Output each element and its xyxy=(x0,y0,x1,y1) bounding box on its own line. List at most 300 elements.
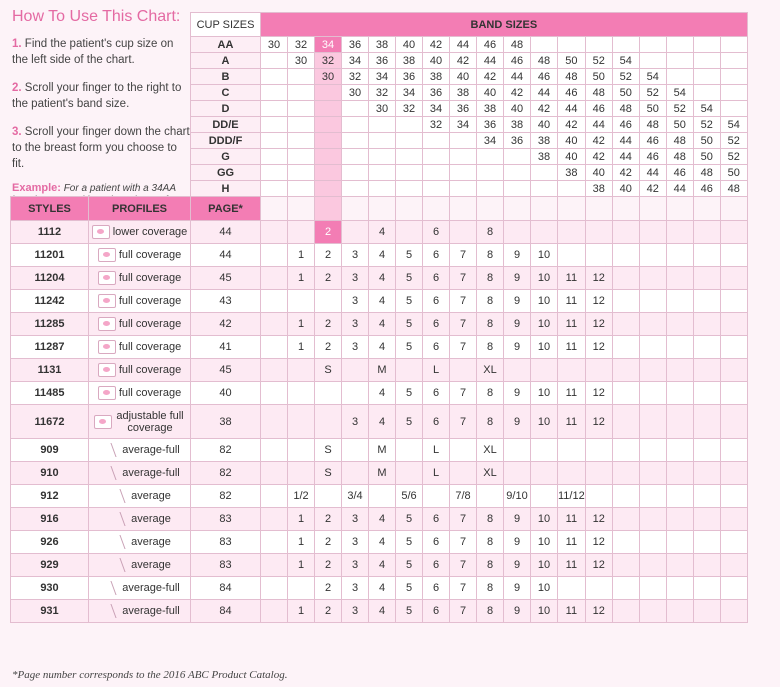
size-cell: 1 xyxy=(288,244,315,267)
style-number: 11287 xyxy=(11,336,89,359)
band-cell xyxy=(396,165,423,181)
style-number: 11201 xyxy=(11,244,89,267)
size-cell: 10 xyxy=(531,577,558,600)
size-cell xyxy=(450,462,477,485)
size-cell xyxy=(666,336,693,359)
style-row xyxy=(11,554,748,577)
breast-form-profile-icon xyxy=(92,225,110,239)
size-cell: M xyxy=(369,462,396,485)
size-cell xyxy=(531,439,558,462)
size-cell xyxy=(639,600,666,623)
breast-form-profile-icon xyxy=(101,604,117,618)
size-cell xyxy=(693,462,720,485)
size-cell xyxy=(504,221,531,244)
breast-form-profile-icon xyxy=(98,317,116,331)
band-cell xyxy=(639,37,666,53)
size-cell: 2 xyxy=(315,221,342,244)
size-cell: 10 xyxy=(531,508,558,531)
instruction-step-3: 3. Scroll your finger down the chart to the breast form you choose to fit. xyxy=(12,126,190,170)
breast-form-profile-icon xyxy=(98,363,116,377)
size-cell: 1/2 xyxy=(288,485,315,508)
band-cell: 30 xyxy=(315,69,342,85)
size-cell: 8 xyxy=(477,405,504,439)
cup-label: G xyxy=(191,149,261,165)
size-cell xyxy=(261,554,288,577)
band-cell: 46 xyxy=(504,53,531,69)
breast-form-profile-icon xyxy=(110,489,126,503)
size-cell xyxy=(558,577,586,600)
band-cell xyxy=(693,53,720,69)
profile-cell xyxy=(89,336,191,359)
size-cell: 12 xyxy=(585,600,612,623)
cup-row xyxy=(11,85,748,101)
size-cell xyxy=(504,439,531,462)
band-cell xyxy=(315,117,342,133)
size-cell: 4 xyxy=(369,290,396,313)
size-cell: 8 xyxy=(477,290,504,313)
size-cell xyxy=(288,462,315,485)
size-cell xyxy=(261,531,288,554)
size-cell: 2 xyxy=(315,267,342,290)
size-cell xyxy=(288,382,315,405)
band-cell: 32 xyxy=(423,117,450,133)
size-cell xyxy=(693,577,720,600)
band-cell xyxy=(288,133,315,149)
size-cell: 11 xyxy=(558,313,586,336)
band-cell xyxy=(315,149,342,165)
band-cell: 36 xyxy=(450,101,477,117)
size-cell xyxy=(720,462,747,485)
breast-form-profile-icon xyxy=(110,558,126,572)
size-cell: 10 xyxy=(531,313,558,336)
size-cell: 11 xyxy=(558,267,586,290)
band-cell xyxy=(423,165,450,181)
size-cell: 7 xyxy=(450,600,477,623)
band-cell xyxy=(315,165,342,181)
style-number: 11672 xyxy=(11,405,89,439)
band-cell: 42 xyxy=(558,117,586,133)
band-cell xyxy=(477,165,504,181)
size-cell xyxy=(261,336,288,359)
profile-label: average-full xyxy=(122,582,180,594)
band-cell xyxy=(261,69,288,85)
size-cell: XL xyxy=(477,439,504,462)
breast-form-profile-icon xyxy=(110,512,126,526)
size-cell: 5 xyxy=(396,336,423,359)
band-cell: 42 xyxy=(612,165,639,181)
band-cell: 34 xyxy=(477,133,504,149)
band-cell: 46 xyxy=(639,149,666,165)
page-number: 84 xyxy=(191,600,261,623)
size-cell xyxy=(639,485,666,508)
size-cell xyxy=(666,290,693,313)
size-cell xyxy=(261,485,288,508)
band-cell: 42 xyxy=(504,85,531,101)
size-cell xyxy=(531,359,558,382)
band-cell: 52 xyxy=(639,85,666,101)
size-cell xyxy=(612,290,639,313)
band-cell: 34 xyxy=(342,53,369,69)
band-cell xyxy=(585,37,612,53)
band-cell xyxy=(369,117,396,133)
band-cell xyxy=(342,149,369,165)
style-row xyxy=(11,485,748,508)
band-cell: 44 xyxy=(666,181,693,197)
band-cell: 48 xyxy=(639,117,666,133)
size-cell xyxy=(342,439,369,462)
size-cell: 3 xyxy=(342,554,369,577)
profile-cell xyxy=(89,508,191,531)
size-cell xyxy=(666,485,693,508)
band-cell: 34 xyxy=(450,117,477,133)
blank-cell xyxy=(11,133,191,149)
size-cell: 5 xyxy=(396,554,423,577)
size-cell xyxy=(396,221,423,244)
band-cell xyxy=(261,197,288,221)
band-cell: 52 xyxy=(720,149,747,165)
style-number: 910 xyxy=(11,462,89,485)
size-cell: L xyxy=(423,359,450,382)
band-cell: 32 xyxy=(288,37,315,53)
size-cell xyxy=(612,439,639,462)
size-cell: 7 xyxy=(450,382,477,405)
size-cell xyxy=(315,485,342,508)
size-cell xyxy=(585,439,612,462)
cup-row xyxy=(11,53,748,69)
size-cell xyxy=(612,359,639,382)
size-cell: 9 xyxy=(504,554,531,577)
size-cell: S xyxy=(315,462,342,485)
size-cell xyxy=(666,267,693,290)
sizing-chart xyxy=(10,12,748,623)
band-cell: 44 xyxy=(612,149,639,165)
size-cell: 7 xyxy=(450,508,477,531)
size-cell xyxy=(612,267,639,290)
band-cell xyxy=(396,197,423,221)
size-cell: 1 xyxy=(288,531,315,554)
size-cell xyxy=(639,439,666,462)
size-cell: 4 xyxy=(369,600,396,623)
size-cell: 5 xyxy=(396,508,423,531)
band-cell xyxy=(396,181,423,197)
profile-cell xyxy=(89,221,191,244)
size-cell: 1 xyxy=(288,267,315,290)
cup-row xyxy=(11,181,748,197)
size-cell: 12 xyxy=(585,405,612,439)
breast-form-profile-icon xyxy=(98,340,116,354)
size-cell: 6 xyxy=(423,405,450,439)
profile-cell xyxy=(89,531,191,554)
size-cell xyxy=(639,405,666,439)
band-cell: 34 xyxy=(423,101,450,117)
band-cell xyxy=(666,69,693,85)
profiles-header: PROFILES xyxy=(89,197,191,221)
size-cell: XL xyxy=(477,359,504,382)
profile-label: average-full xyxy=(122,444,180,456)
size-cell: 6 xyxy=(423,221,450,244)
size-cell xyxy=(612,554,639,577)
size-cell xyxy=(693,267,720,290)
band-cell: 40 xyxy=(558,149,586,165)
size-cell: 9 xyxy=(504,382,531,405)
size-cell: 11/12 xyxy=(558,485,586,508)
size-cell: 3 xyxy=(342,405,369,439)
band-cell: 32 xyxy=(369,85,396,101)
band-cell: 54 xyxy=(720,117,747,133)
size-cell: 12 xyxy=(585,531,612,554)
size-cell xyxy=(558,439,586,462)
band-cell: 46 xyxy=(693,181,720,197)
size-cell: 11 xyxy=(558,382,586,405)
size-cell xyxy=(639,508,666,531)
size-cell xyxy=(342,359,369,382)
band-cell xyxy=(531,37,558,53)
size-cell xyxy=(720,439,747,462)
size-cell xyxy=(261,244,288,267)
band-cell: 36 xyxy=(504,133,531,149)
cup-row xyxy=(11,69,748,85)
band-cell xyxy=(720,69,747,85)
cup-row xyxy=(11,101,748,117)
profile-cell xyxy=(89,577,191,600)
size-cell: 11 xyxy=(558,336,586,359)
size-cell xyxy=(693,508,720,531)
size-cell: 8 xyxy=(477,244,504,267)
size-cell xyxy=(666,221,693,244)
size-cell: 7 xyxy=(450,531,477,554)
size-cell: 8 xyxy=(477,336,504,359)
band-cell xyxy=(666,53,693,69)
size-cell xyxy=(369,485,396,508)
size-cell xyxy=(666,508,693,531)
band-cell xyxy=(342,101,369,117)
band-cell xyxy=(342,117,369,133)
size-cell xyxy=(612,577,639,600)
band-cell xyxy=(531,197,558,221)
page-number: 40 xyxy=(191,382,261,405)
profile-label: average xyxy=(131,490,171,502)
size-cell xyxy=(720,531,747,554)
size-cell: 5 xyxy=(396,382,423,405)
profile-cell xyxy=(89,462,191,485)
size-cell: 1 xyxy=(288,600,315,623)
size-cell xyxy=(531,221,558,244)
profile-cell xyxy=(89,600,191,623)
style-row xyxy=(11,336,748,359)
size-cell: 4 xyxy=(369,267,396,290)
band-cell xyxy=(288,197,315,221)
size-cell: 6 xyxy=(423,554,450,577)
band-cell xyxy=(423,197,450,221)
style-row xyxy=(11,439,748,462)
band-cell xyxy=(342,133,369,149)
band-cell xyxy=(720,37,747,53)
size-cell: 9 xyxy=(504,244,531,267)
page-number: 42 xyxy=(191,313,261,336)
size-cell: 10 xyxy=(531,267,558,290)
size-cell xyxy=(612,531,639,554)
size-cell xyxy=(693,485,720,508)
size-cell xyxy=(720,382,747,405)
band-cell xyxy=(693,197,720,221)
size-cell xyxy=(585,359,612,382)
size-cell: 7 xyxy=(450,577,477,600)
band-cell: 40 xyxy=(531,117,558,133)
size-cell xyxy=(720,405,747,439)
size-cell: 3 xyxy=(342,290,369,313)
size-cell xyxy=(450,359,477,382)
profile-label: full coverage xyxy=(118,272,182,284)
size-cell: 3 xyxy=(342,313,369,336)
page-number: 44 xyxy=(191,221,261,244)
profile-cell xyxy=(89,554,191,577)
size-cell xyxy=(261,382,288,405)
band-cell: 42 xyxy=(477,69,504,85)
size-cell xyxy=(693,290,720,313)
cup-label: DD/E xyxy=(191,117,261,133)
band-cell: 40 xyxy=(585,165,612,181)
band-cell: 46 xyxy=(612,117,639,133)
band-cell: 38 xyxy=(369,37,396,53)
style-row xyxy=(11,267,748,290)
profile-cell xyxy=(89,382,191,405)
size-cell xyxy=(423,485,450,508)
profile-cell xyxy=(89,313,191,336)
band-cell xyxy=(639,53,666,69)
size-cell: 4 xyxy=(369,313,396,336)
size-cell xyxy=(693,554,720,577)
style-number: 931 xyxy=(11,600,89,623)
size-cell xyxy=(315,382,342,405)
breast-form-profile-icon xyxy=(110,535,126,549)
size-cell: 7 xyxy=(450,267,477,290)
band-cell xyxy=(369,197,396,221)
page-number: 45 xyxy=(191,359,261,382)
size-cell xyxy=(396,462,423,485)
size-cell xyxy=(288,221,315,244)
size-cell xyxy=(693,382,720,405)
cup-label: DDD/F xyxy=(191,133,261,149)
band-cell: 46 xyxy=(585,101,612,117)
size-cell xyxy=(612,600,639,623)
style-row xyxy=(11,290,748,313)
breast-form-profile-icon xyxy=(98,248,116,262)
size-cell: 5/6 xyxy=(396,485,423,508)
profile-label: average xyxy=(131,536,171,548)
profile-label: average xyxy=(131,559,171,571)
style-number: 1131 xyxy=(11,359,89,382)
style-number: 11242 xyxy=(11,290,89,313)
size-cell: L xyxy=(423,462,450,485)
size-cell: 11 xyxy=(558,405,586,439)
style-number: 930 xyxy=(11,577,89,600)
size-cell xyxy=(396,359,423,382)
profile-label: full coverage xyxy=(118,249,182,261)
band-cell xyxy=(315,101,342,117)
size-cell xyxy=(261,359,288,382)
band-cell: 38 xyxy=(558,165,586,181)
size-cell: 11 xyxy=(558,290,586,313)
style-number: 1112 xyxy=(11,221,89,244)
breast-form-profile-icon xyxy=(94,415,112,429)
band-cell: 34 xyxy=(315,37,342,53)
size-cell xyxy=(558,244,586,267)
band-cell: 32 xyxy=(315,53,342,69)
size-cell xyxy=(720,336,747,359)
cup-label: C xyxy=(191,85,261,101)
style-number: 929 xyxy=(11,554,89,577)
size-cell xyxy=(558,462,586,485)
band-cell: 38 xyxy=(585,181,612,197)
size-cell xyxy=(639,290,666,313)
size-cell xyxy=(693,531,720,554)
size-cell xyxy=(666,600,693,623)
size-cell: 5 xyxy=(396,290,423,313)
size-cell xyxy=(639,577,666,600)
band-cell: 40 xyxy=(558,133,586,149)
size-cell: 10 xyxy=(531,554,558,577)
size-cell xyxy=(342,382,369,405)
band-cell: 46 xyxy=(558,85,586,101)
band-cell: 36 xyxy=(423,85,450,101)
size-cell: 5 xyxy=(396,531,423,554)
band-cell xyxy=(720,101,747,117)
band-cell xyxy=(396,133,423,149)
size-cell: 8 xyxy=(477,554,504,577)
band-cell xyxy=(477,149,504,165)
size-cell: 6 xyxy=(423,577,450,600)
size-cell: 1 xyxy=(288,554,315,577)
size-cell xyxy=(531,462,558,485)
size-cell: 12 xyxy=(585,382,612,405)
style-row xyxy=(11,405,748,439)
size-cell: 6 xyxy=(423,267,450,290)
band-cell xyxy=(369,133,396,149)
band-cell: 40 xyxy=(504,101,531,117)
size-cell xyxy=(639,313,666,336)
size-cell: 8 xyxy=(477,531,504,554)
size-cell xyxy=(720,554,747,577)
band-cell: 30 xyxy=(261,37,288,53)
size-cell xyxy=(720,485,747,508)
band-cell xyxy=(531,181,558,197)
style-row xyxy=(11,508,748,531)
band-header-row xyxy=(11,13,748,37)
band-cell: 34 xyxy=(396,85,423,101)
size-cell: 4 xyxy=(369,382,396,405)
size-cell xyxy=(639,554,666,577)
band-cell: 44 xyxy=(450,37,477,53)
size-cell xyxy=(639,462,666,485)
band-cell xyxy=(396,149,423,165)
size-cell: 9 xyxy=(504,577,531,600)
band-cell xyxy=(342,181,369,197)
breast-form-profile-icon xyxy=(101,466,117,480)
size-cell xyxy=(720,600,747,623)
size-cell xyxy=(666,405,693,439)
size-cell xyxy=(639,531,666,554)
profile-label: average xyxy=(131,513,171,525)
size-cell: 2 xyxy=(315,554,342,577)
size-cell: 2 xyxy=(315,336,342,359)
size-cell xyxy=(639,336,666,359)
page-number: 83 xyxy=(191,531,261,554)
size-cell xyxy=(612,336,639,359)
instruction-step-1: 1. Find the patient's cup size on the left side of the chart. xyxy=(12,38,174,66)
band-cell: 44 xyxy=(531,85,558,101)
size-cell xyxy=(720,244,747,267)
band-cell xyxy=(261,117,288,133)
